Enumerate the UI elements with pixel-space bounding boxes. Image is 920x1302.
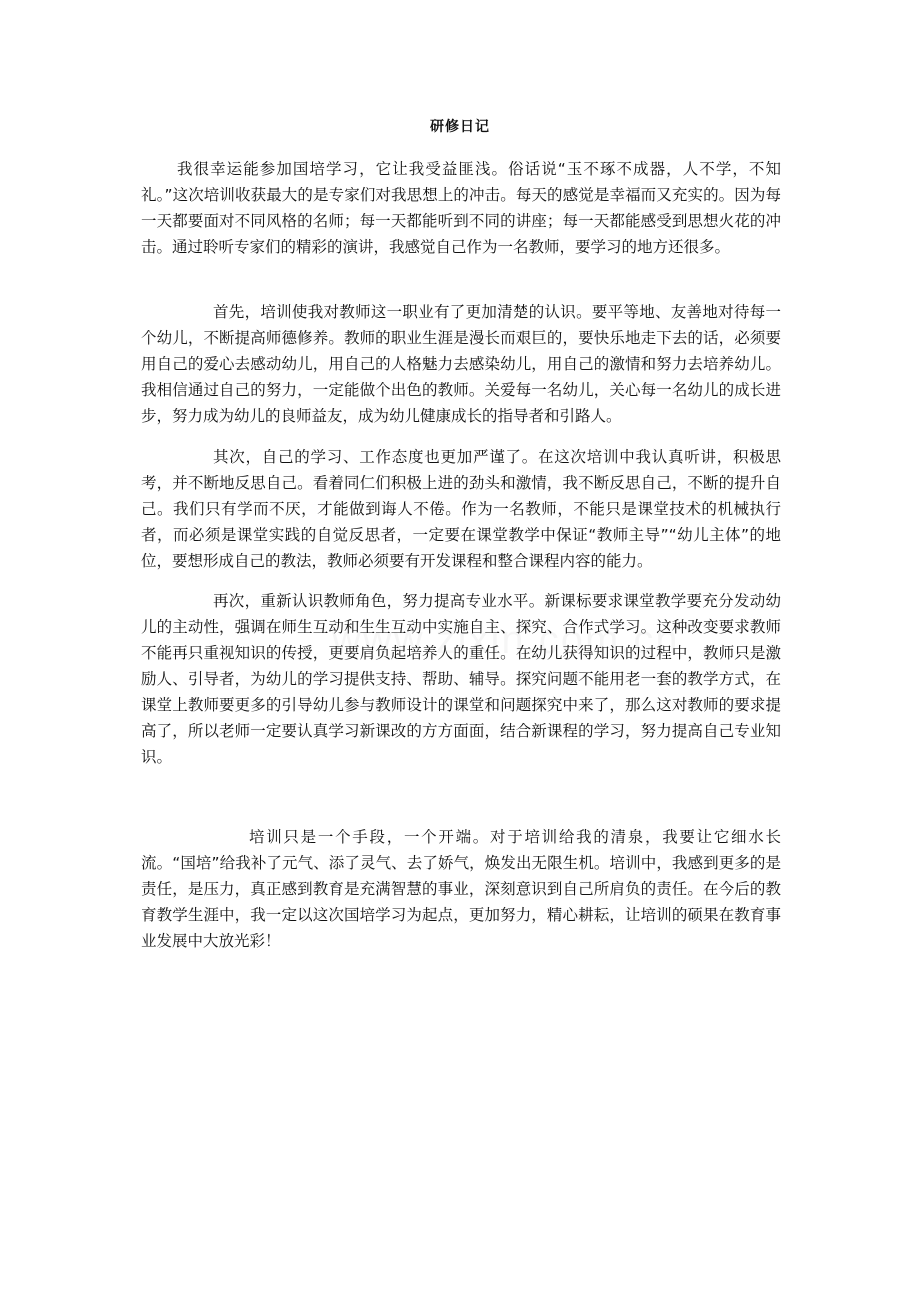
paragraph-intro: 我很幸运能参加国培学习，它让我受益匪浅。俗话说“玉不琢不成器，人不学，不知礼。”这次培训收获最大的是专家们对我思想上的冲击。每天的感觉是幸福而又充实的。因为每一天都要面对不同风格的名师；每一天都能听到不同的讲座；每一天都能感受到思想火花的冲击。通过聆听专家们的精彩的演讲，我感觉自己作为一名教师，要学习的地方还很多。	[141, 160, 781, 256]
paragraph-first: 首先，培训使我对教师这一职业有了更加清楚的认识。要平等地、友善地对待每一个幼儿，不断提高师德修养。教师的职业生涯是漫长而艰巨的，要快乐地走下去的话，必须要用自己的爱心去感动幼儿，用自己的人格魅力去感染幼儿，用自己的激情和努力去培养幼儿。我相信通过自己的努力，一定能做个出色的教师。关爱每一名幼儿，关心每一名幼儿的成长进步，努力成为幼儿的良师益友，成为幼儿健康成长的指导者和引路人。	[141, 303, 781, 425]
paragraph-second: 其次，自己的学习、工作态度也更加严谨了。在这次培训中我认真听讲，积极思考，并不断地反思自己。看着同仁们积极上进的劲头和激情，我不断反思自己，不断的提升自己。我们只有学而不厌，才能做到诲人不倦。作为一名教师，不能只是课堂技术的机械执行者，而必须是课堂实践的自觉反思者，一定要在课堂教学中保证“教师主导”“幼儿主体”的地位，要想形成自己的教法，教师必须要有开发课程和整合课程内容的能力。	[141, 448, 781, 570]
document-title: 研修日记	[430, 119, 490, 135]
paragraph-conclusion: 培训只是一个手段，一个开端。对于培训给我的清泉，我要让它细水长流。“国培”给我补了元气、添了灵气、去了娇气，焕发出无限生机。培训中，我感到更多的是责任，是压力，真正感到教育是充满智慧的事业，深刻意识到自己所肩负的责任。在今后的教育教学生涯中，我一定以这次国培学习为起点，更加努力，精心耕耘，让培训的硕果在教育事业发展中大放光彩！	[141, 828, 781, 950]
paragraph-third: 再次，重新认识教师角色，努力提高专业水平。新课标要求课堂教学要充分发动幼儿的主动性，强调在师生互动和生生互动中实施自主、探究、合作式学习。这种改变要求教师不能再只重视知识的传授，更要肩负起培养人的重任。在幼儿获得知识的过程中，教师只是激励人、引导者，为幼儿的学习提供支持、帮助、辅导。探究问题不能用老一套的教学方式，在课堂上教师要更多的引导幼儿参与教师设计的课堂和问题探究中来了，那么这对教师的要求提高了，所以老师一定要认真学习新课改的方方面面，结合新课程的学习，努力提高自己专业知识。	[141, 592, 781, 766]
